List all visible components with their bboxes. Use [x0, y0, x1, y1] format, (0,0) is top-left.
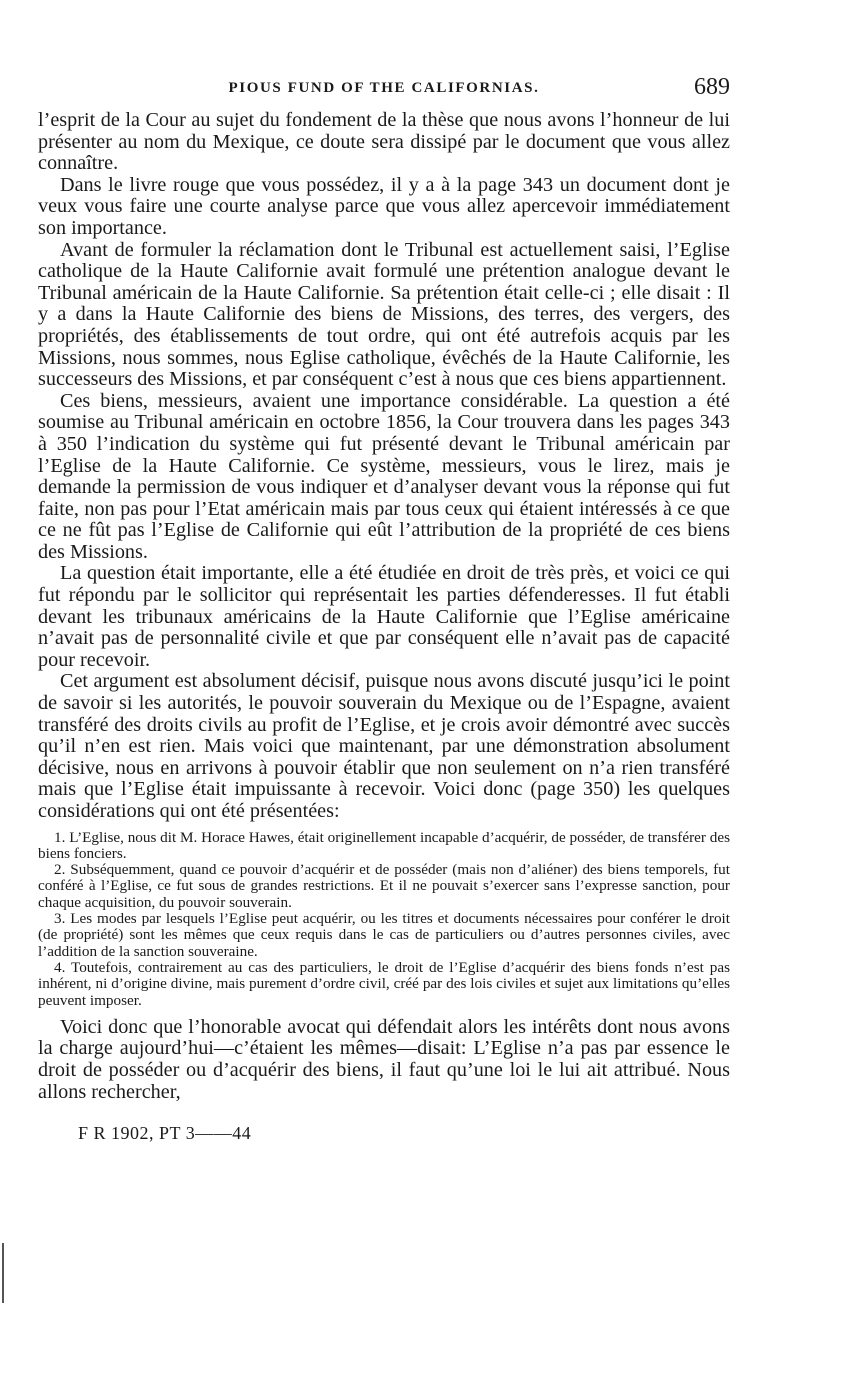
- margin-rule: [2, 1243, 4, 1303]
- paragraph: l’esprit de la Cour au sujet du fondement de la thèse que nous avons l’honneur de lui présenter au nom du Mexique, ce doute sera dissipé par le document que vous allez connaître.: [38, 109, 730, 175]
- closing-text: [38, 1017, 730, 1103]
- numbered-notes: [38, 830, 730, 1009]
- note-item: 1. L’Eglise, nous dit M. Horace Hawes, était originellement incapable d’acquérir, de posséder, de transférer des biens fonciers.: [38, 828, 730, 862]
- paragraph: Cet argument est absolument décisif, puisque nous avons discuté jusqu’ici le point de savoir si les autorités, le pouvoir souverain du Mexique ou de l’Espagne, avaient transféré des droits civils au profit de l’Eglise, et je crois avoir démontré avec succès qu’il n’en est rien. Mais voici que maintenant, par une démonstration absolument décisive, nous en arrivons à pouvoir établir que non seulement on n’a rien transféré mais que l’Eglise était impuissante à recevoir. Voici donc (page 350) les quelques considérations qui ont été présentées:: [38, 670, 730, 822]
- note-item: 3. Les modes par lesquels l’Eglise peut acquérir, ou les titres et documents nécessaires pour conférer le droit (de propriété) sont les mêmes que ceux requis dans le cas de particuliers ou d’autres personnes civiles, avec l’addition de la sanction souveraine.: [38, 910, 730, 960]
- paragraph: Ces biens, messieurs, avaient une importance considérable. La question a été soumise au Tribunal américain en octobre 1856, la Cour trouvera dans les pages 343 à 350 l’indication du système qui fut présenté devant le Tribunal américain par l’Eglise de la Haute Californie. Ce système, messieurs, vous le lirez, mais je demande la permission de vous indiquer et d’analyser devant vous la réponse qui fut faite, non pas pour l’Etat américain mais par tous ceux qui étaient intéressés à ce que ce ne fût pas l’Eglise de Californie qui eût l’attribution de la propriété de ces biens des Missions.: [38, 389, 730, 563]
- paragraph: Avant de formuler la réclamation dont le Tribunal est actuellement saisi, l’Eglise catholique de la Haute Californie avait formulé une prétention analogue devant le Tribunal américain de la Haute Californie. Sa prétention était celle-ci ; elle disait : Il y a dans la Haute Californie des biens de Missions, des terres, des vergers, des propriétés, des établissements de tout ordre, qui ont été autrefois acquis par les Missions, nous sommes, nous Eglise catholique, évêchés de la Haute Californie, les successeurs des Missions, et par conséquent c’est à nous que ces biens appartiennent.: [38, 238, 730, 391]
- running-title: PIOUS FUND OF THE CALIFORNIAS.: [228, 80, 540, 96]
- signature-mark: F R 1902, PT 3——44: [78, 1123, 252, 1144]
- note-item: 2. Subséquemment, quand ce pouvoir d’acquérir et de posséder (mais non d’aliéner) des biens temporels, fut conféré à l’Eglise, ce fut sous de grandes restrictions. Et il ne pouvait s’exercer sans l’expresse sanction, pour chaque acquisition, du pouvoir souverain.: [38, 861, 730, 911]
- document-page: [38, 70, 730, 1144]
- page-number: 689: [694, 74, 730, 100]
- body-text: [38, 110, 730, 823]
- note-item: 4. Toutefois, contrairement au cas des particuliers, le droit de l’Eglise d’acquérir des biens fonds n’est pas inhérent, ni d’origine divine, mais purement d’ordre civil, créé par des lois civiles et sujet aux limitations qu’elles peuvent imposer.: [38, 958, 730, 1009]
- paragraph: Voici donc que l’honorable avocat qui défendait alors les intérêts dont nous avons la charge aujourd’hui—c’étaient les mêmes—disait: L’Eglise n’a pas par essence le droit de posséder ou d’acquérir des biens, il faut qu’une loi le lui ait attribué. Nous allons rechercher,: [38, 1015, 730, 1103]
- paragraph: La question était importante, elle a été étudiée en droit de très près, et voici ce qui fut répondu par le sollicitor qui représentait les parties défenderesses. Il fut établi devant les tribunaux américains de la Haute Californie que l’Eglise américaine n’avait pas de personnalité civile et que par conséquent elle n’avait pas de capacité pour recevoir.: [38, 562, 730, 671]
- paragraph: Dans le livre rouge que vous possédez, il y a à la page 343 un document dont je veux vous faire une courte analyse parce que vous allez apercevoir immédiatement son importance.: [38, 173, 730, 239]
- page-header: [38, 70, 730, 110]
